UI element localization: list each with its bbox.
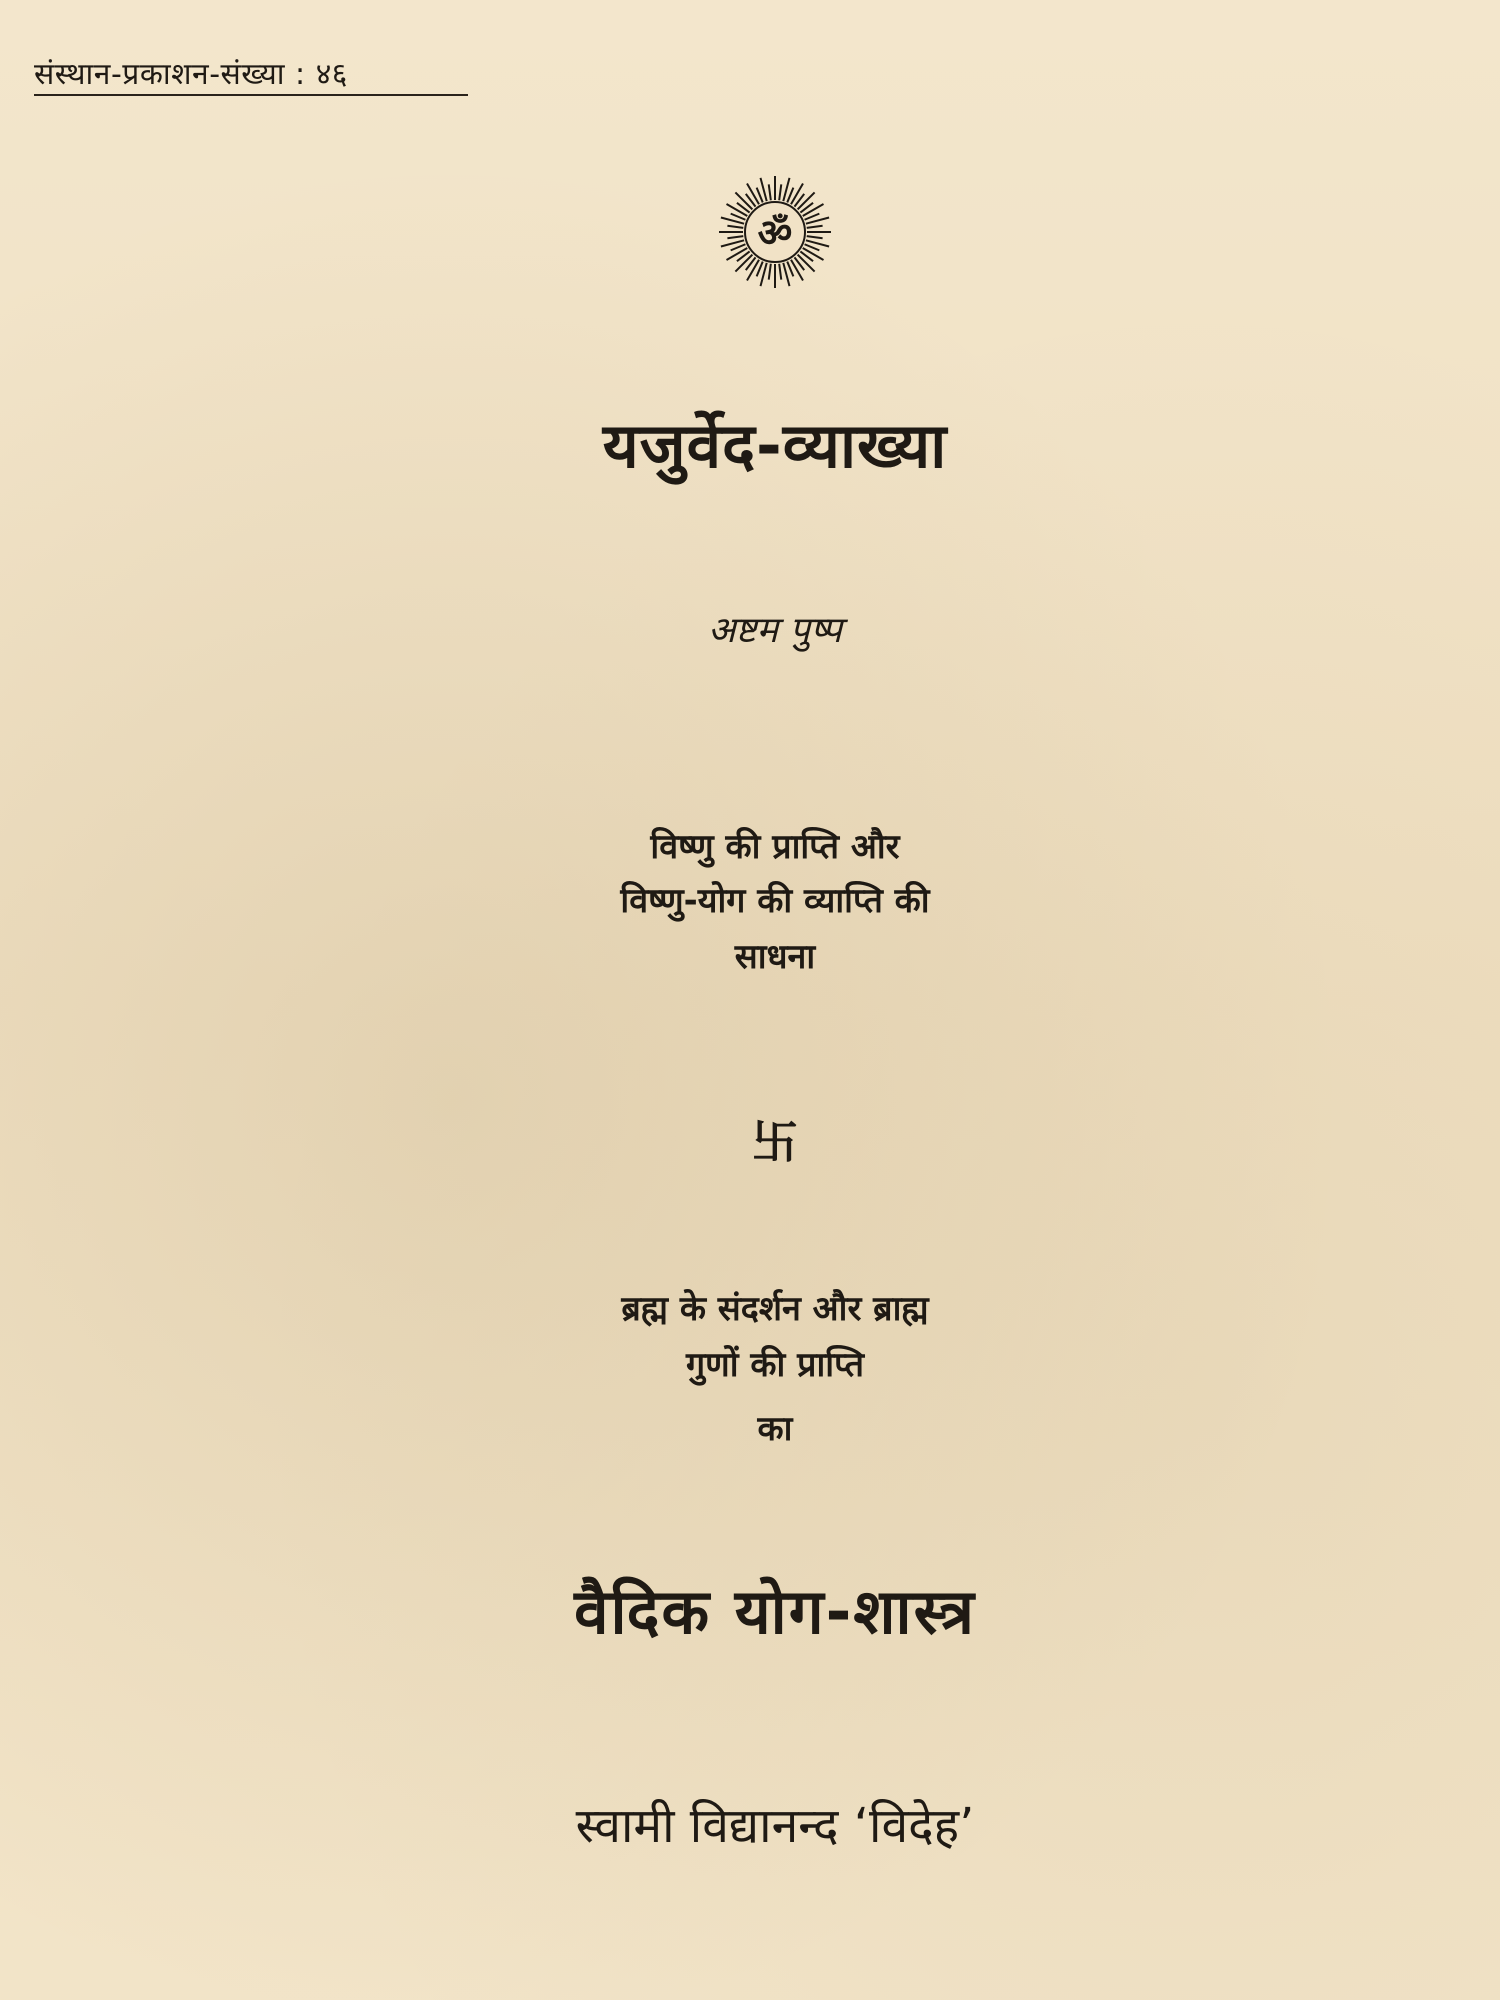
subtitle-line-2: विष्णु-योग की व्याप्ति की [620,881,930,921]
sunburst-ray [779,184,781,200]
sunburst-ray [735,255,752,272]
sunburst-ray [807,236,823,238]
author-name: स्वामी विद्यानन्द ‘विदेह’ [575,1798,975,1854]
sunburst-ray [747,184,759,205]
sunburst-ray [791,184,803,205]
om-sunburst-graphic [710,172,840,292]
series-number-underline [34,94,468,96]
om-glyph: ॐ [757,211,793,255]
sunburst-ray [791,260,803,281]
sunburst-ray [769,184,771,200]
sunburst-ray [769,264,771,280]
sunburst-ray [803,204,824,216]
subtitle-line-1: विष्णु की प्राप्ति और [650,827,900,867]
sunburst-ray [727,226,743,228]
subtitle-line-3: साधना [734,937,816,977]
subtitle-2-line-1: ब्रह्म के संदर्शन और ब्राह्म [621,1289,929,1329]
sunburst-ray [779,264,781,280]
sunburst-ray [807,226,823,228]
sunburst-ray [747,260,759,281]
book-title: यजुर्वेद-व्याख्या [602,409,948,482]
sunburst-ray [727,236,743,238]
subtitle-2-line-2: गुणों की प्राप्ति [686,1345,864,1385]
main-heading: वैदिक योग-शास्त्र [574,1575,976,1648]
sunburst-ray [735,192,752,209]
sunburst-ray [803,248,824,260]
sunburst-ray [798,255,815,272]
sunburst-ray [727,204,748,216]
subtitle-2-line-3: का [757,1409,793,1449]
sunburst-ray [798,192,815,209]
publication-series-number: संस्थान-प्रकाशन-संख्या : ४६ [34,57,348,92]
volume-label: अष्टम पुष्प [708,610,842,651]
sunburst-ray [727,248,748,260]
om-sunburst-icon [710,172,840,292]
swastika-divider-icon: 卐 [752,1115,798,1169]
